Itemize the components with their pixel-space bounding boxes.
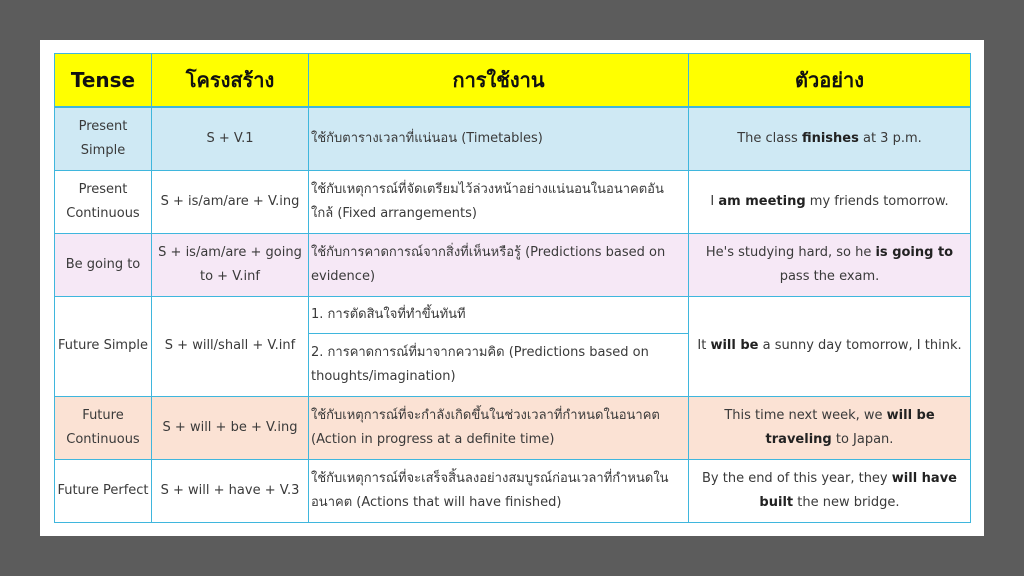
- example-cell: [689, 170, 971, 233]
- example-cell: [689, 296, 971, 396]
- document-page: [40, 40, 984, 536]
- example-text: at 3 p.m.: [858, 130, 922, 146]
- example-highlight: finishes: [801, 130, 859, 146]
- example-text: pass the exam.: [779, 268, 880, 284]
- header-usage: การใช้งาน: [309, 54, 689, 108]
- example-text: I: [710, 193, 719, 209]
- table-row: [55, 233, 971, 296]
- header-tense: Tense: [55, 54, 152, 108]
- table-row: [55, 170, 971, 233]
- tense-cell: Present Simple: [55, 107, 152, 170]
- example-text: It: [697, 338, 711, 354]
- example-text: to Japan.: [831, 431, 894, 447]
- example-highlight: is going to: [875, 244, 954, 260]
- example-cell: [689, 233, 971, 296]
- example-text: my friends tomorrow.: [805, 193, 949, 209]
- usage-cell: 2. การคาดการณ์ที่มาจากความคิด (Predictions based on thoughts/imagination): [309, 333, 689, 396]
- structure-cell: S + will/shall + V.inf: [152, 296, 309, 396]
- example-highlight: will be: [710, 338, 759, 354]
- example-text: The class: [737, 130, 802, 146]
- example-highlight: am meeting: [718, 193, 806, 209]
- example-text: a sunny day tomorrow, I think.: [758, 338, 962, 354]
- tense-cell: Future Perfect: [55, 459, 152, 522]
- table-row: [55, 459, 971, 522]
- usage-cell: ใช้กับการคาดการณ์จากสิ่งที่เห็นหรือรู้ (Predictions based on evidence): [309, 233, 689, 296]
- usage-cell: ใช้กับเหตุการณ์ที่จะกำลังเกิดขึ้นในช่วงเวลาที่กำหนดในอนาคต (Action in progress at a definite time): [309, 396, 689, 459]
- table-row: [55, 107, 971, 170]
- example-highlight: will be traveling: [765, 407, 935, 447]
- tense-cell: Be going to: [55, 233, 152, 296]
- header-example: ตัวอย่าง: [689, 54, 971, 108]
- header-structure: โครงสร้าง: [152, 54, 309, 108]
- example-cell: [689, 107, 971, 170]
- tense-table: [54, 53, 971, 523]
- structure-cell: S + V.1: [152, 107, 309, 170]
- usage-cell: 1. การตัดสินใจที่ทำขึ้นทันที: [309, 296, 689, 333]
- table-row: [55, 396, 971, 459]
- usage-cell: ใช้กับเหตุการณ์ที่จัดเตรียมไว้ล่วงหน้าอย่างแน่นอนในอนาคตอันใกล้ (Fixed arrangements): [309, 170, 689, 233]
- example-text: He's studying hard, so he: [705, 244, 876, 260]
- tense-cell: Future Simple: [55, 296, 152, 396]
- structure-cell: S + is/am/are + V.ing: [152, 170, 309, 233]
- structure-cell: S + will + have + V.3: [152, 459, 309, 522]
- structure-cell: S + is/am/are + going to + V.inf: [152, 233, 309, 296]
- table-row: [55, 296, 971, 333]
- example-cell: [689, 396, 971, 459]
- header-row: [55, 54, 971, 108]
- tense-cell: Present Continuous: [55, 170, 152, 233]
- structure-cell: S + will + be + V.ing: [152, 396, 309, 459]
- example-text: This time next week, we: [724, 407, 887, 423]
- example-text: the new bridge.: [793, 494, 900, 510]
- usage-cell: ใช้กับเหตุการณ์ที่จะเสร็จสิ้นลงอย่างสมบูรณ์ก่อนเวลาที่กำหนดในอนาคต (Actions that will have finished): [309, 459, 689, 522]
- example-highlight: will have built: [759, 470, 957, 510]
- example-cell: [689, 459, 971, 522]
- usage-cell: ใช้กับตารางเวลาที่แน่นอน (Timetables): [309, 107, 689, 170]
- tense-cell: Future Continuous: [55, 396, 152, 459]
- example-text: By the end of this year, they: [701, 470, 892, 486]
